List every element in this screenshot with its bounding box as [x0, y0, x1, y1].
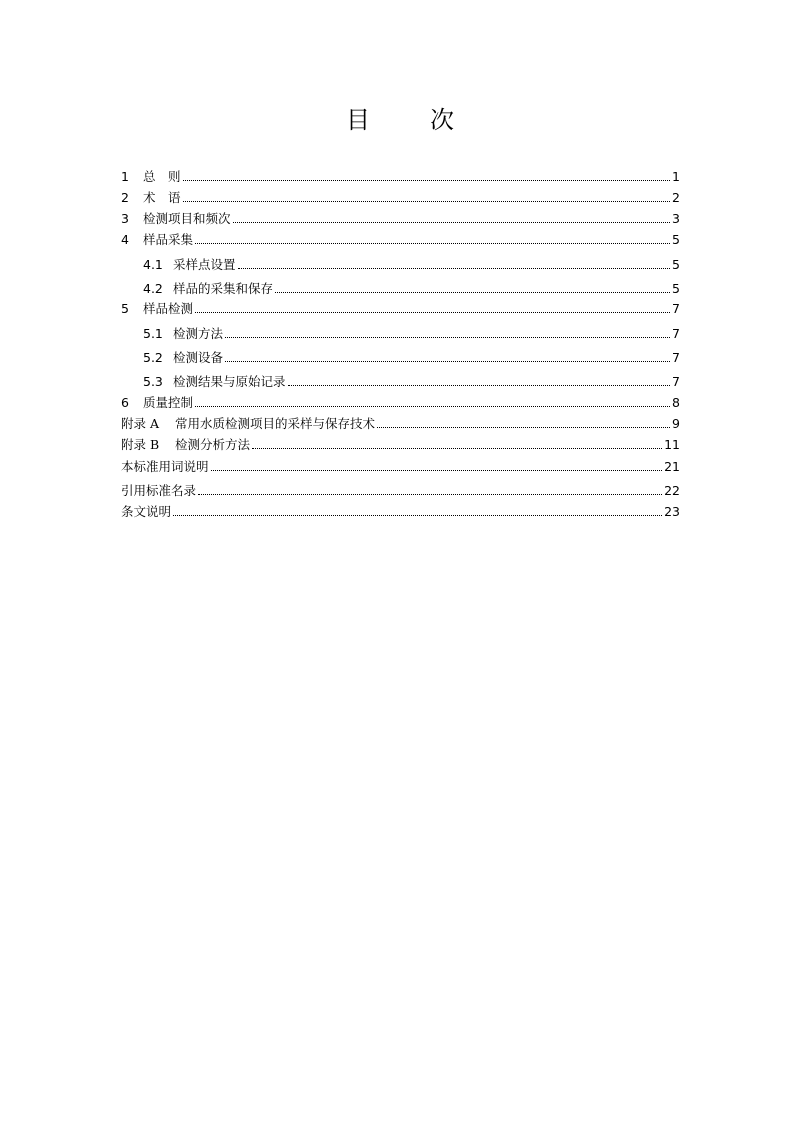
dot-leader — [233, 222, 671, 223]
toc-page-number: 3 — [672, 211, 680, 226]
toc-page-number: 7 — [672, 301, 680, 316]
toc-number: 4 — [121, 232, 129, 247]
toc-entry[interactable] — [121, 458, 680, 474]
toc-entry[interactable] — [121, 300, 680, 316]
toc-number: 4.2 — [143, 281, 163, 296]
toc-page-number: 2 — [672, 190, 680, 205]
toc-appendix-entry[interactable] — [121, 415, 680, 431]
dot-leader — [275, 292, 670, 293]
toc-page-number: 21 — [664, 459, 680, 474]
toc-page-number: 7 — [672, 374, 680, 389]
toc-title: 检测方法 — [173, 326, 224, 341]
toc-number: 附录 A — [121, 416, 160, 431]
toc-title: 本标准用词说明 — [121, 459, 209, 474]
toc-number: 5 — [121, 301, 129, 316]
toc-number: 附录 B — [121, 437, 160, 452]
toc-title: 常用水质检测项目的采样与保存技术 — [175, 416, 376, 431]
toc-title: 总 则 — [143, 169, 181, 184]
dot-leader — [198, 494, 662, 495]
toc-number: 1 — [121, 169, 129, 184]
toc-subentry[interactable] — [143, 256, 680, 272]
toc-number: 3 — [121, 211, 129, 226]
toc-entry[interactable] — [121, 210, 680, 226]
toc-page-number: 9 — [672, 416, 680, 431]
toc-title: 引用标准名录 — [121, 483, 197, 498]
dot-leader — [195, 243, 670, 244]
toc-subentry[interactable] — [143, 325, 680, 341]
toc-number: 5.1 — [143, 326, 163, 341]
dot-leader — [225, 337, 670, 338]
toc-subentry[interactable] — [143, 349, 680, 365]
toc-page-number: 11 — [664, 437, 680, 452]
toc-title: 采样点设置 — [173, 257, 236, 272]
toc-title: 样品的采集和保存 — [173, 281, 274, 296]
toc-appendix-entry[interactable] — [121, 436, 680, 452]
toc-entry[interactable] — [121, 394, 680, 410]
toc-number: 5.2 — [143, 350, 163, 365]
toc-entry[interactable] — [121, 168, 680, 184]
toc-subentry[interactable] — [143, 280, 680, 296]
dot-leader — [173, 515, 662, 516]
toc-number: 4.1 — [143, 257, 163, 272]
dot-leader — [195, 406, 670, 407]
toc-page-number: 5 — [672, 232, 680, 247]
toc-number: 2 — [121, 190, 129, 205]
toc-title: 检测设备 — [173, 350, 224, 365]
toc-title: 样品采集 — [143, 232, 194, 247]
toc-page-number: 1 — [672, 169, 680, 184]
dot-leader — [238, 268, 671, 269]
toc-page-number: 7 — [672, 326, 680, 341]
dot-leader — [211, 470, 663, 471]
toc-page-number: 22 — [664, 483, 680, 498]
dot-leader — [183, 180, 671, 181]
toc-number: 5.3 — [143, 374, 163, 389]
dot-leader — [195, 312, 670, 313]
toc-entry[interactable] — [121, 482, 680, 498]
toc-entry[interactable] — [121, 503, 680, 519]
toc-title: 术 语 — [143, 190, 181, 205]
toc-entry[interactable] — [121, 189, 680, 205]
dot-leader — [377, 427, 670, 428]
toc-subentry[interactable] — [143, 373, 680, 389]
toc-title: 条文说明 — [121, 504, 172, 519]
toc-entry[interactable] — [121, 231, 680, 247]
toc-page-number: 5 — [672, 281, 680, 296]
dot-leader — [288, 385, 671, 386]
toc-page-number: 5 — [672, 257, 680, 272]
toc-title: 检测结果与原始记录 — [173, 374, 286, 389]
dot-leader — [252, 448, 662, 449]
dot-leader — [225, 361, 670, 362]
toc-page-number: 7 — [672, 350, 680, 365]
toc-title: 检测项目和频次 — [143, 211, 231, 226]
page-title: 目 次 — [346, 106, 472, 134]
toc-title: 样品检测 — [143, 301, 194, 316]
toc-title: 检测分析方法 — [175, 437, 251, 452]
toc-page-number: 23 — [664, 504, 680, 519]
toc-page-number: 8 — [672, 395, 680, 410]
toc-title: 质量控制 — [143, 395, 194, 410]
toc-number: 6 — [121, 395, 129, 410]
dot-leader — [183, 201, 671, 202]
